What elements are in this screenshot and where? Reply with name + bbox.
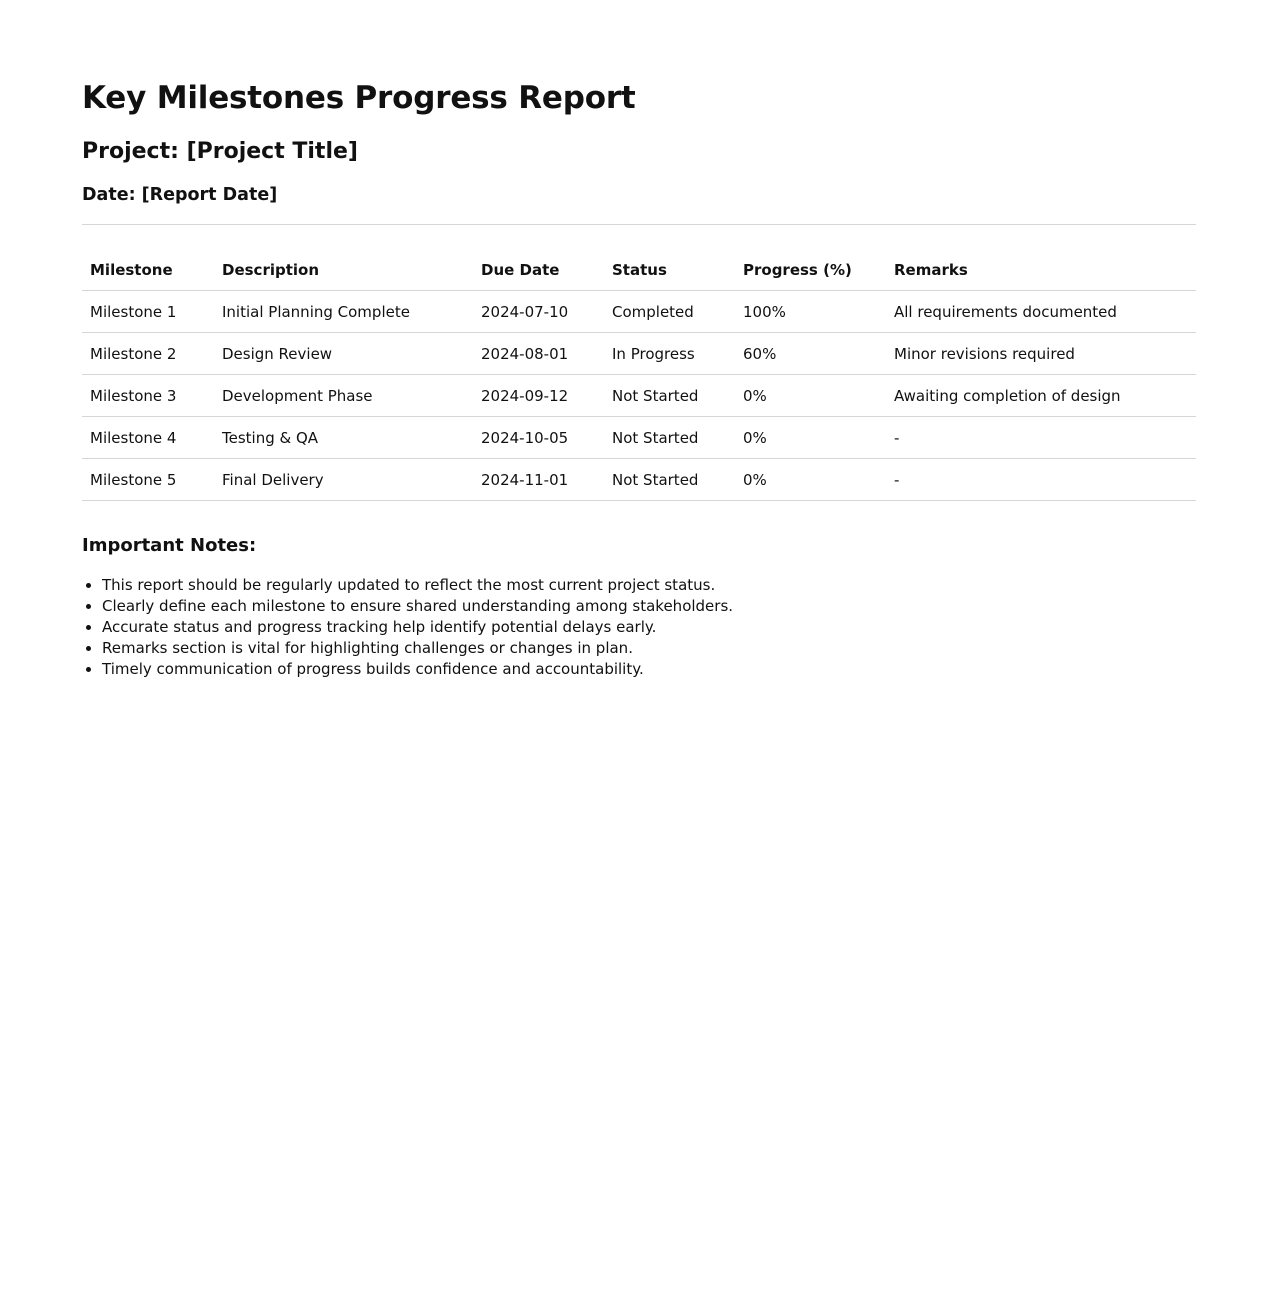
cell-remarks: Awaiting completion of design — [886, 375, 1196, 417]
cell-progress: 0% — [735, 417, 886, 459]
header-description: Description — [214, 249, 473, 291]
cell-due-date: 2024-10-05 — [473, 417, 604, 459]
cell-status: Not Started — [604, 459, 735, 501]
header-divider — [82, 224, 1196, 225]
list-item: • Timely communication of progress builds confidence and accountability. — [102, 659, 733, 680]
cell-progress: 100% — [735, 291, 886, 333]
table-row — [82, 333, 1196, 375]
list-item: • This report should be regularly updated to reflect the most current project status. — [102, 575, 733, 596]
cell-milestone: Milestone 4 — [82, 417, 214, 459]
header-milestone: Milestone — [82, 249, 214, 291]
table-row — [82, 459, 1196, 501]
cell-milestone: Milestone 1 — [82, 291, 214, 333]
cell-description: Design Review — [214, 333, 473, 375]
cell-due-date: 2024-07-10 — [473, 291, 604, 333]
report-date: Date: [Report Date] — [82, 185, 278, 205]
cell-due-date: 2024-11-01 — [473, 459, 604, 501]
list-item: • Clearly define each milestone to ensure shared understanding among stakeholders. — [102, 596, 733, 617]
cell-due-date: 2024-09-12 — [473, 375, 604, 417]
cell-remarks: Minor revisions required — [886, 333, 1196, 375]
cell-status: Not Started — [604, 417, 735, 459]
cell-milestone: Milestone 3 — [82, 375, 214, 417]
cell-remarks: All requirements documented — [886, 291, 1196, 333]
cell-status: Not Started — [604, 375, 735, 417]
cell-status: In Progress — [604, 333, 735, 375]
cell-progress: 60% — [735, 333, 886, 375]
cell-remarks: - — [886, 459, 1196, 501]
cell-progress: 0% — [735, 375, 886, 417]
cell-remarks: - — [886, 417, 1196, 459]
milestones-table — [82, 249, 1196, 501]
project-title: Project: [Project Title] — [82, 139, 358, 164]
cell-description: Final Delivery — [214, 459, 473, 501]
cell-description: Development Phase — [214, 375, 473, 417]
header-remarks: Remarks — [886, 249, 1196, 291]
cell-milestone: Milestone 2 — [82, 333, 214, 375]
cell-due-date: 2024-08-01 — [473, 333, 604, 375]
list-item: • Remarks section is vital for highlighting challenges or changes in plan. — [102, 638, 733, 659]
table-header-row — [82, 249, 1196, 291]
report-title: Key Milestones Progress Report — [82, 80, 636, 116]
header-progress: Progress (%) — [735, 249, 886, 291]
notes-list — [82, 575, 733, 680]
notes-heading: Important Notes: — [82, 535, 257, 556]
list-item: • Accurate status and progress tracking help identify potential delays early. — [102, 617, 733, 638]
header-due-date: Due Date — [473, 249, 604, 291]
header-status: Status — [604, 249, 735, 291]
cell-status: Completed — [604, 291, 735, 333]
cell-description: Testing & QA — [214, 417, 473, 459]
cell-milestone: Milestone 5 — [82, 459, 214, 501]
table-row — [82, 417, 1196, 459]
cell-description: Initial Planning Complete — [214, 291, 473, 333]
table-row — [82, 291, 1196, 333]
cell-progress: 0% — [735, 459, 886, 501]
table-row — [82, 375, 1196, 417]
